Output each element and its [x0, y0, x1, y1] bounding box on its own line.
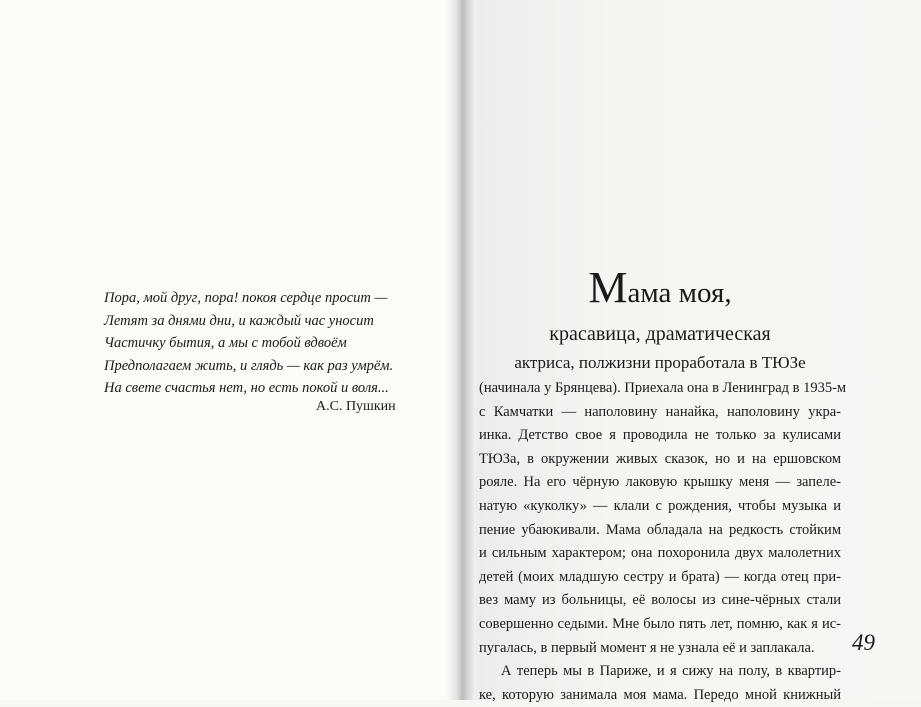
body-line: А теперь мы в Париже, и я сижу на полу, в квартир- — [501, 663, 841, 680]
epigraph-author: А.С. Пушкин — [316, 399, 396, 414]
epigraph-poem — [104, 287, 424, 400]
body-line: совершенно седыми. Мне было пять лет, помню, как я ис- — [479, 615, 841, 632]
chapter-heading-line-2: красавица, драматическая — [549, 323, 771, 345]
body-line: ТЮЗа, в окружении живых сказок, но и на ершовском — [479, 450, 841, 467]
body-line: с Камчатки — наполовину нанайка, наполовину укра- — [479, 403, 841, 420]
body-line: и сильным характером; она похоронила двух малолетних — [479, 545, 841, 562]
page-number: 49 — [852, 630, 875, 655]
body-line: инка. Детство свое я проводила не только за кулисами — [479, 427, 841, 444]
chapter-heading-line-3: актриса, полжизни проработала в ТЮЗе — [514, 353, 806, 372]
book-gutter — [446, 0, 476, 700]
body-line: вез маму из больницы, её волосы из сине-чёрных стали — [479, 592, 841, 609]
chapter-text — [479, 262, 847, 707]
poem-line: Пора, мой друг, пора! покоя сердце просит — — [104, 290, 388, 306]
body-line: рояле. На его чёрную лаковую крышку меня — запеле- — [479, 474, 841, 491]
body-line: пение убаюкивали. Мама обладала на редкость стойким — [479, 521, 841, 538]
poem-line: Летят за днями дни, и каждый час уносит — [104, 312, 374, 329]
drop-cap: М — [588, 263, 628, 312]
chapter-heading-line-1 — [479, 262, 841, 319]
body-line: детей (моих младшую сестру и брата) — когда отец при- — [479, 568, 841, 585]
body-line: пугалась, в первый момент я не узнала её и заплакала. — [479, 639, 815, 656]
poem-line: Частичку бытия, а мы с тобой вдвоём — [104, 335, 347, 351]
body-line: (начинала у Брянцева). Приехала она в Ленинград в 1935-м — [479, 380, 847, 396]
poem-line: Предполагаем жить, и глядь — как раз умрём. — [104, 357, 394, 374]
heading-rest: ама моя, — [627, 277, 732, 309]
poem-line: На свете счастья нет, но есть покой и воля... — [104, 380, 389, 396]
body-line: натую «куколку» — клали с рождения, чтобы музыка и — [479, 497, 841, 514]
body-line: ке, которую занимала моя мама. Передо мной книжный — [479, 686, 841, 703]
